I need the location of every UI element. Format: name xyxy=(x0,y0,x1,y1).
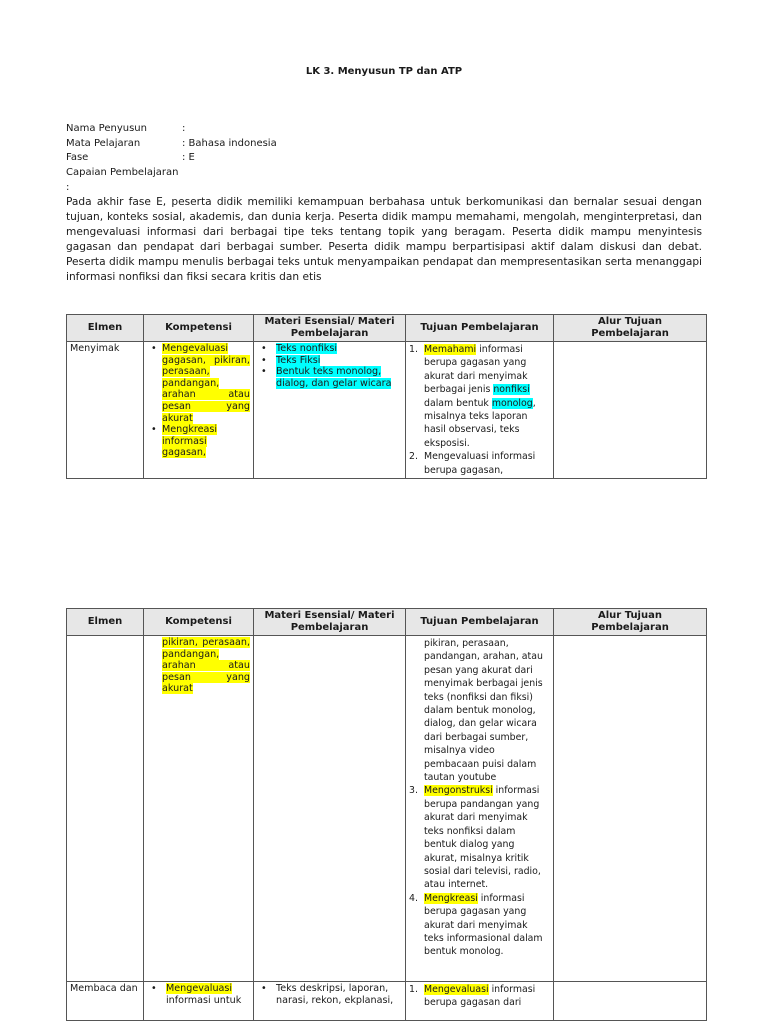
identity-block xyxy=(66,122,277,196)
list-item xyxy=(276,343,402,355)
table-header-row xyxy=(67,315,707,342)
kompetensi-list xyxy=(147,343,250,459)
highlight-text: Mengonstruksi xyxy=(424,785,493,797)
tujuan-text: informasi berupa pandangan yang akurat dari menyimak teks nonfiksi dalam bentuk dialog yang akurat, misalnya kritik sosial dari televisi, radio, atau internet. xyxy=(424,785,541,891)
cell-tujuan xyxy=(406,342,554,479)
header-alur: Alur Tujuan Pembelajaran xyxy=(554,315,707,342)
highlight-text: Mengevaluasi xyxy=(166,983,233,994)
table-row xyxy=(67,342,707,479)
header-materi: Materi Esensial/ Materi Pembelajaran xyxy=(254,609,406,636)
kompetensi-list xyxy=(147,637,250,695)
list-item xyxy=(162,343,250,424)
tujuan-text: , misalnya teks laporan hasil observasi, teks eksposisi. xyxy=(424,397,536,449)
tujuan-text: dalam bentuk xyxy=(424,397,492,409)
cell-kompetensi xyxy=(144,342,254,479)
document-title: LK 3. Menyusun TP dan ATP xyxy=(305,66,463,77)
meta-row-penyusun xyxy=(66,122,277,137)
highlight-text: Teks nonfiksi xyxy=(276,343,338,354)
highlight-text: Mengkreasi informasi gagasan, xyxy=(162,424,218,459)
highlight-text: Mengevaluasi gagasan, pikiran, perasaan, pandangan, arahan atau pesan yang akurat xyxy=(162,343,250,424)
meta-value: : xyxy=(182,123,186,134)
highlight-text: Mengkreasi xyxy=(424,892,478,904)
cell-elmen: Membaca dan xyxy=(67,982,144,1021)
tujuan-list xyxy=(409,343,550,477)
tp-atp-table-page1 xyxy=(66,314,707,479)
meta-row-fase xyxy=(66,151,277,166)
list-item xyxy=(409,784,550,891)
list-item xyxy=(424,637,550,784)
table-header-row xyxy=(67,609,707,636)
header-tujuan: Tujuan Pembelajaran xyxy=(406,609,554,636)
cell-elmen xyxy=(67,636,144,982)
cell-kompetensi xyxy=(144,982,254,1021)
list-item xyxy=(166,983,250,1006)
materi-list xyxy=(257,343,402,389)
kompetensi-text: informasi untuk xyxy=(166,994,242,1006)
tujuan-text: informasi berupa gagasan dari xyxy=(424,984,536,1009)
meta-label: Fase xyxy=(66,152,89,164)
meta-label: Nama Penyusun xyxy=(66,123,147,134)
table-row xyxy=(67,636,707,982)
header-elmen: Elmen xyxy=(67,315,144,342)
tujuan-list xyxy=(409,983,550,1010)
tujuan-list xyxy=(409,637,550,959)
header-kompetensi: Kompetensi xyxy=(144,609,254,636)
cell-materi xyxy=(254,342,406,479)
list-number: 1. xyxy=(409,344,418,355)
meta-value: : E xyxy=(182,152,195,164)
cell-tujuan xyxy=(406,982,554,1021)
tujuan-text: Mengevaluasi informasi berupa gagasan, xyxy=(424,451,536,476)
cell-materi xyxy=(254,636,406,982)
cell-kompetensi xyxy=(144,636,254,982)
capaian-paragraph xyxy=(66,195,702,285)
tujuan-text: pikiran, perasaan, pandangan, arahan, atau pesan yang akurat dari menyimak berbagai jenis teks (nonfiksi dan fiksi) dalam bentuk monolog, dialog, dan gelar wicara dari berbagai sumber, misalnya video pembacaan puisi dalam tautan youtube xyxy=(424,638,543,784)
header-materi: Materi Esensial/ Materi Pembelajaran xyxy=(254,315,406,342)
header-tujuan: Tujuan Pembelajaran xyxy=(406,315,554,342)
cell-alur xyxy=(554,982,707,1021)
tp-atp-table-page2 xyxy=(66,608,707,1021)
highlight-text: Memahami xyxy=(424,344,477,355)
list-item xyxy=(409,343,550,450)
highlight-text: Teks Fiksi xyxy=(276,354,321,366)
highlight-text: Mengevaluasi xyxy=(424,984,489,995)
cell-alur xyxy=(554,636,707,982)
highlight-text: Bentuk teks monolog, dialog, dan gelar wicara xyxy=(276,366,392,389)
meta-row-mapel xyxy=(66,137,277,152)
meta-label: Capaian Pembelajaran : xyxy=(66,167,179,193)
cell-tujuan xyxy=(406,636,554,982)
header-alur: Alur Tujuan Pembelajaran xyxy=(554,609,707,636)
cell-materi xyxy=(254,982,406,1021)
materi-list xyxy=(257,983,402,1006)
list-number: 2. xyxy=(409,451,418,463)
header-elmen: Elmen xyxy=(67,609,144,636)
list-item xyxy=(162,637,250,695)
kompetensi-list xyxy=(147,983,250,1006)
tujuan-text: informasi berupa gagasan yang akurat dari menyimak teks informasional dalam bentuk monolog. xyxy=(424,892,543,958)
list-number: 3. xyxy=(409,785,418,797)
cell-elmen: Menyimak xyxy=(67,342,144,479)
capaian-text: Pada akhir fase E, peserta didik memiliki kemampuan berbahasa untuk berkomunikasi dan bernalar sesuai dengan tujuan, konteks sosial, akademis, dan dunia kerja. Peserta didik mampu memahami, mengolah, menginterpretasi, dan mengevaluasi informasi dari berbagai tipe teks tentang topik yang beragam. Peserta didik mampu menyintesis gagasan dan pendapat dari berbagai sumber. Peserta didik mampu berpartisipasi aktif dalam diskusi dan debat. Peserta didik mampu menulis berbagai teks untuk menyampaikan pendapat dan mempresentasikan serta menanggapi informasi nonfiksi dan fiksi secara kritis dan etis xyxy=(66,196,702,283)
list-item xyxy=(162,424,250,459)
tujuan-text: informasi berupa gagasan yang akurat dari menyimak berbagai jenis xyxy=(424,344,528,396)
list-item xyxy=(276,366,402,389)
meta-label: Mata Pelajaran xyxy=(66,137,141,149)
header-kompetensi: Kompetensi xyxy=(144,315,254,342)
highlight-text: pikiran, perasaan, pandangan, arahan atau pesan yang akurat xyxy=(162,637,250,695)
list-item xyxy=(409,983,550,1010)
list-number: 1. xyxy=(409,984,418,995)
list-item xyxy=(409,450,550,477)
cell-alur xyxy=(554,342,707,479)
table-row xyxy=(67,982,707,1021)
meta-value: : Bahasa indonesia xyxy=(182,137,277,149)
list-item xyxy=(409,892,550,959)
list-number: 4. xyxy=(409,892,418,904)
highlight-text: nonfiksi xyxy=(493,384,530,396)
highlight-text: monolog xyxy=(491,397,533,409)
list-item xyxy=(276,983,402,1006)
materi-text: Teks deskripsi, laporan, narasi, rekon, ekplanasi, xyxy=(276,983,394,1006)
list-item xyxy=(276,355,402,367)
meta-row-cp xyxy=(66,166,277,195)
